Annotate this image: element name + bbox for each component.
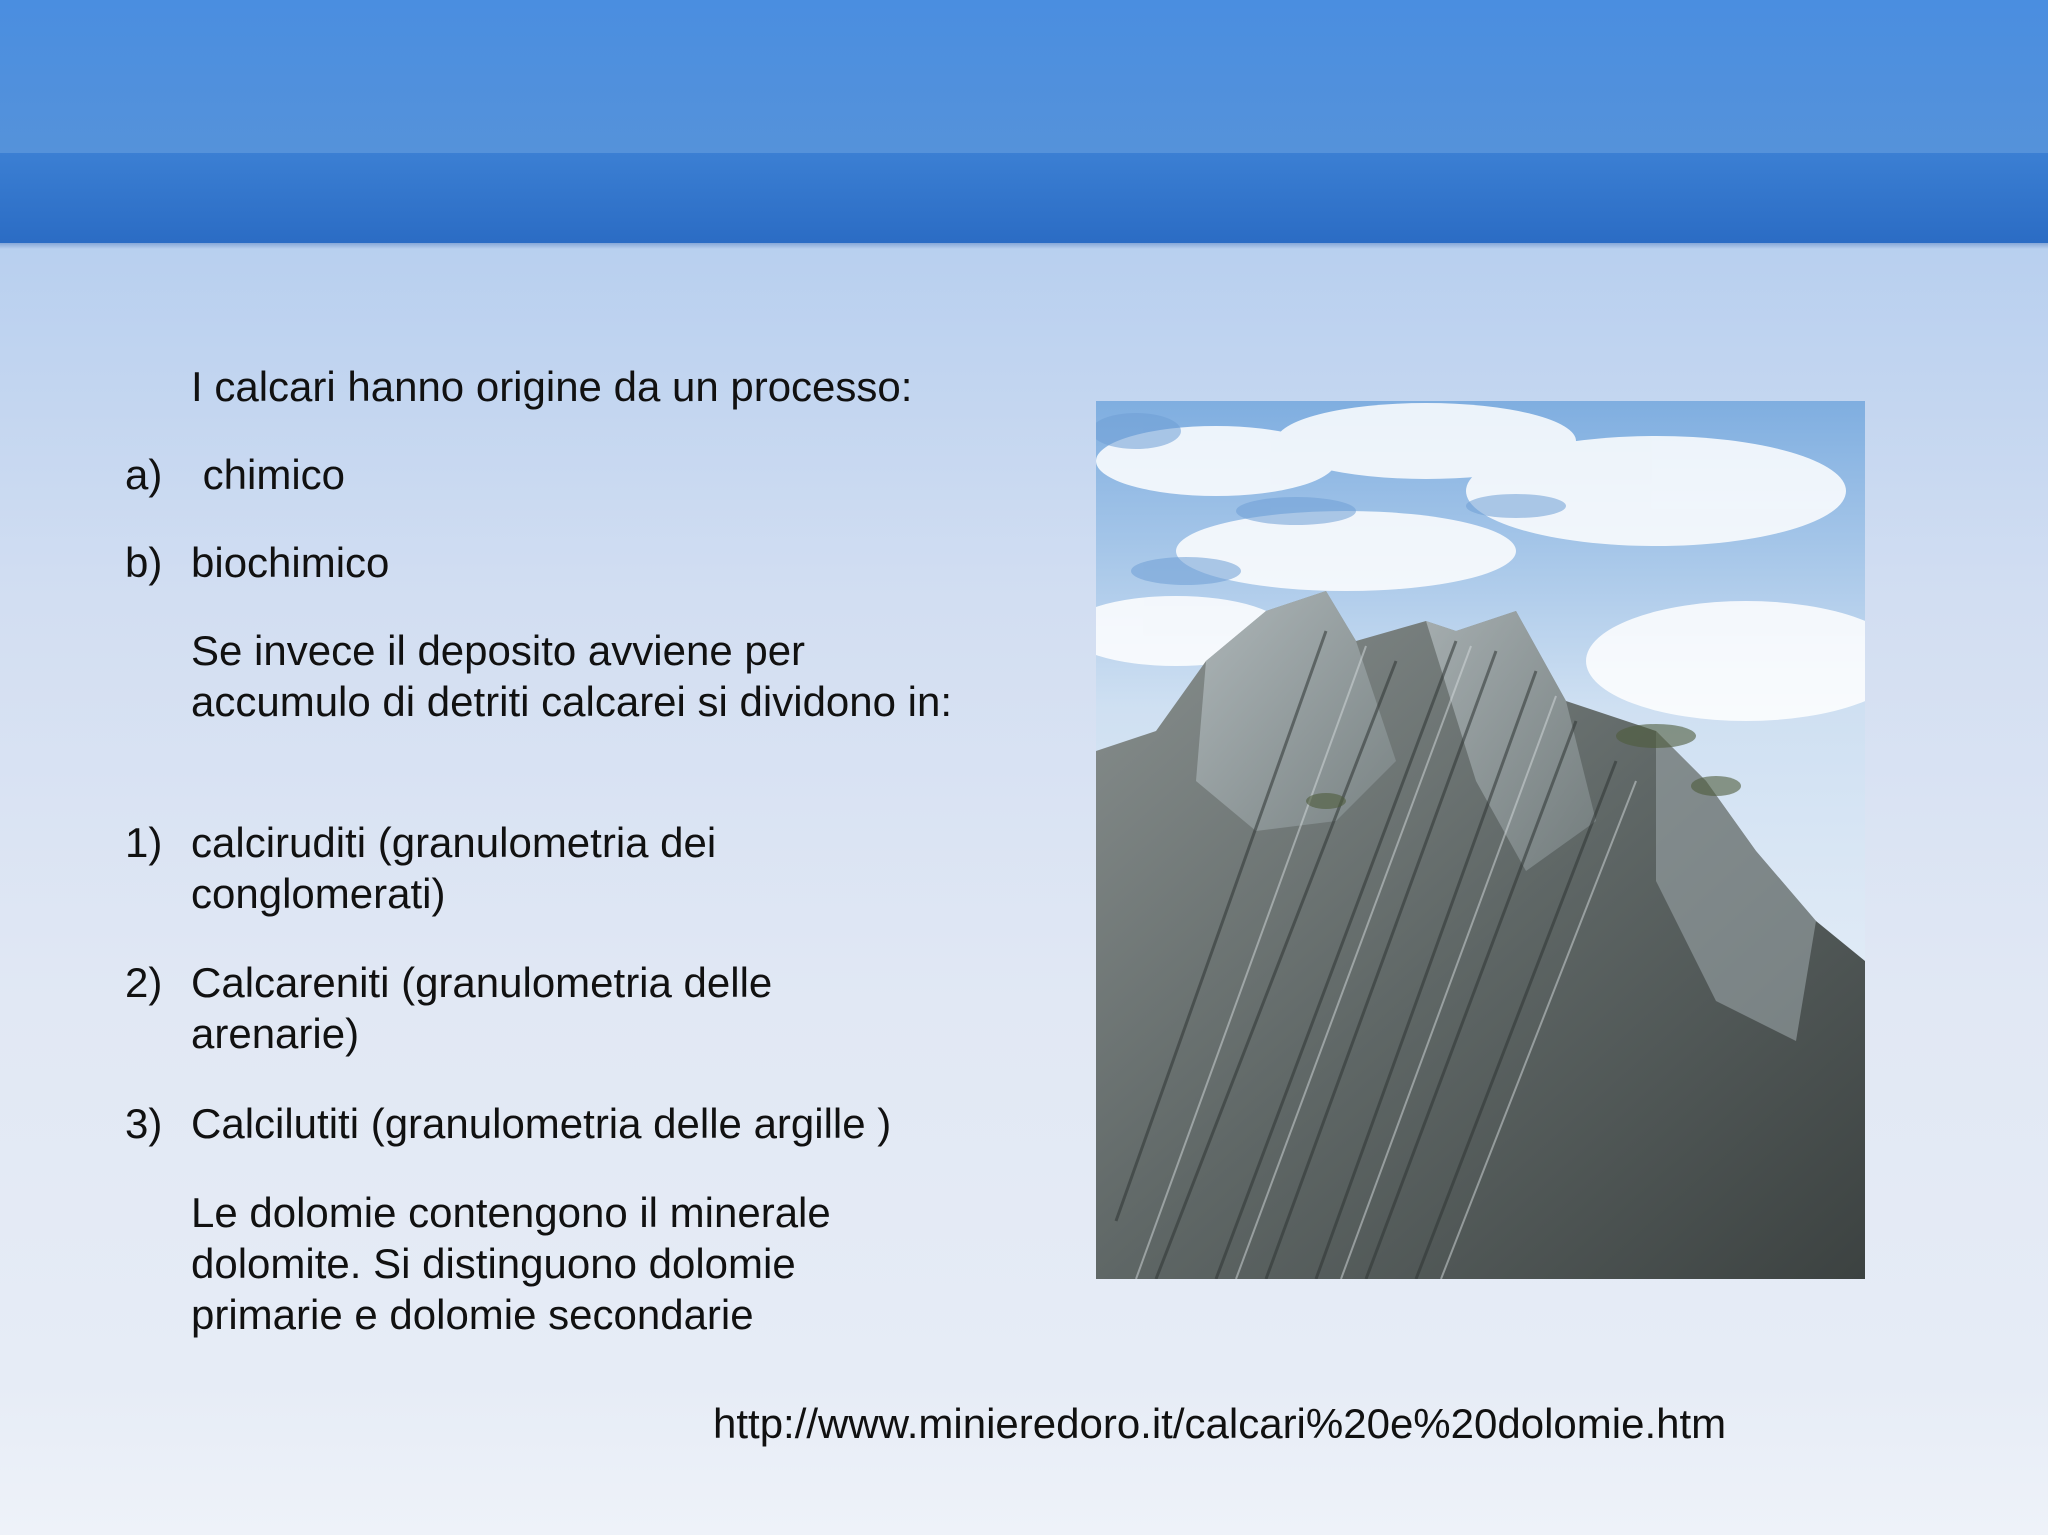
- header-shadow: [0, 243, 2048, 249]
- mountain-illustration: [1096, 401, 1865, 1279]
- list-marker: 3): [125, 1100, 163, 1147]
- source-url[interactable]: http://www.minieredoro.it/calcari%20e%20dolomie.htm: [713, 1400, 1727, 1447]
- intro-text: I calcari hanno origine da un processo:: [191, 363, 913, 410]
- slide-header-band: [0, 0, 2048, 243]
- list-item-text: calciruditi (granulometria dei conglomerati): [191, 819, 717, 917]
- clastic-intro-text: Se invece il deposito avviene per accumulo di detriti calcarei si dividono in:: [191, 627, 953, 725]
- list-item-text: chimico: [191, 451, 346, 498]
- dolomite-text: Le dolomie contengono il minerale dolomite. Si distinguono dolomie primarie e dolomie secondarie: [191, 1189, 831, 1338]
- list-item-text: biochimico: [191, 539, 390, 586]
- list-item-text: Calcilutiti (granulometria delle argille ): [191, 1100, 892, 1147]
- limestone-mountain-photo: [1096, 401, 1865, 1279]
- list-item-text: Calcareniti (granulometria delle arenarie): [191, 959, 773, 1057]
- header-bottom-stripe: [0, 153, 2048, 243]
- list-marker: 2): [125, 959, 163, 1006]
- header-top-stripe: [0, 0, 2048, 153]
- list-marker: b): [125, 539, 163, 586]
- list-marker: a): [125, 451, 163, 498]
- list-marker: 1): [125, 819, 163, 866]
